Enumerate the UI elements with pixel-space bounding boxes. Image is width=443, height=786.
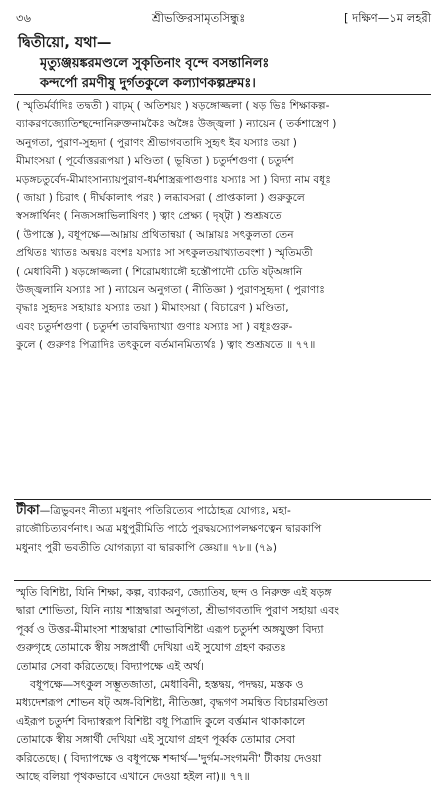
translation-line: এইরূপ চতুর্দশ বিদ্যাস্বরূপ বিশিষ্টা বধূ পিত্রাদি কুলে বর্ত্তমান থাকাকালে [16,714,305,728]
verse-line-1: মৃত্যুঞ্জয়ঙ্করমণ্ডলে সুকৃতিনাং বৃন্দে বসন্তানিলঃ [40,56,270,71]
running-header [14,8,431,28]
translation-line: বধূপক্ষে—সৎকুল সম্ভূতজাতা, মেধাবিনী, হস্তদ্বয়, পদদ্বয়, মস্তক ও [30,678,304,692]
commentary-line: কুলে ( গুরুণঃ পিত্রাদিঃ তৎকুলে বর্তমানমিত্যর্থঃ ) ত্বাং শুশ্রূষতে ॥ ৭৭॥ [16,339,316,352]
divider-rule [14,499,431,500]
translation-line: আছে বলিয়া পৃথকভাবে এখানে দেওয়া হইল না)॥ ৭৭॥ [16,770,250,784]
translation-line: করিতেছে। ( বিদ্যাপক্ষে ও বধূপক্ষে শব্দার্থ—'দুর্গম-সংগমনী' টীকায় দেওয়া [16,751,322,765]
commentary-line: স্বসঙ্গার্থিনং ( নিজসঙ্গাভিলাষিণং ) ত্বাং প্রেক্ষ্য ( দৃষ্ট্বা ) শুশ্রূষতে [16,210,282,223]
verse-intro: দ্বিতীয়ো, যথা— [18,35,112,51]
page-number: ৩৬ [16,11,31,25]
commentary-line: ( উপাস্তে ), বধূপক্ষে—আম্নায় প্রথিতান্বয়া ( আম্নায়ঃ সৎকুলতা তেন [16,228,294,241]
divider-rule [14,580,431,581]
translation-line: মধ্যদেশরূপ শোভন ষট্ অঙ্গ-বিশিষ্টা, নীতিজ্ঞা, বৃদ্ধগণ সমন্বিত বিচারমণ্ডিতা [16,696,328,710]
verse-line-2: কন্দর্পো রমণীষু দুর্গতকুলে কল্যাণকল্পদ্রুমঃ। [40,76,256,91]
translation-line: তোমার সেবা করিতেছে। বিদ্যাপক্ষে এই অর্থ। [16,659,204,673]
bengali-translation [16,584,429,786]
commentary-line: ব্যাকরণজ্যোতিশ্ছন্দোনিরুক্তনামকৈঃ অঙ্গৈঃ উজ্জ্বলা ) ন্যায়েন ( তর্কশাস্ত্রেণ ) [16,118,337,131]
commentary-line: ( স্মৃতির্মর্বাদিঃ তদ্বতী ) বাঢ়ম্ ( অতিশয়ং ) ষড়ঙ্গোজ্জলা ( ষড় ভিঃ শিক্ষাকল্প- [16,100,330,112]
commentary-line: মীমাংসয়া ( পূর্বোত্তররূপয়া ) মণ্ডিতা ( ভূষিতা ) চতুর্দশগুণা ( চতুর্দশ [16,155,294,168]
tika-section [16,502,429,557]
commentary-line: অনুগতা, পুরাণ-সুহৃদা ( পুরাণং শ্রীভাগবতাদি সুহৃৎ ইব যস্যাঃ তয়া ) [16,136,297,149]
chapter-title: [ দক্ষিণ—১ম লহরী [344,11,431,25]
divider-rule [14,94,431,95]
tika-line [16,502,429,520]
commentary-line: বৃদ্ধাঃ সুহৃদঃ সহায়াঃ যস্যাঃ তয়া ) মীমাংসয়া ( বিচারেণ ) মণ্ডিতা, [16,302,289,315]
tika-line: মধুনাং পুরী ভবতীতি যোগরূঢ়্যা বা দ্বারকাপি জ্ঞেয়া॥ ৭৮॥ (৭৯) [16,541,277,554]
translation-line: স্মৃতি বিশিষ্টা, যিনি শিক্ষা, কল্প, ব্যাকরণ, জ্যোতিষ, ছন্দ ও নিরুক্ত এই ষড়ঙ্গ [16,586,332,599]
commentary-line: এবং চতুর্দশগুণা ( চতুর্দশ তাবদ্বিদ্যাখ্যা গুণাঃ যস্যাঃ সা ) বধূঃগুরু- [16,320,293,333]
commentary-line: মড়ঙ্গচতুর্বেদ-মীমাংসান্যায়পুরাণ-ধর্মশাস্ত্ররূপাগুণাঃ যস্যাঃ সা ) বিদ্যা নাম বধূঃ [16,173,331,186]
tika-line: রাজৌচিত্যবর্ণনাৎ। অত্র মধুপুরীমিতি পাঠে পুরদ্বয়স্যোপলক্ষণত্বেন দ্বারকাপি [16,523,322,536]
translation-line: গুরুগৃহে তোমাকে স্বীয় সঙ্গপ্রার্থী দেখিয়া এই সুযোগ গ্রহণ করতঃ [16,641,286,655]
tika-text: —ত্রিভুবনং নীত্যা মধুনাং পতিরিত্যেব পাঠোহত্র যোগ্যঃ, মহা- [39,505,291,517]
tika-heading: টীকা [16,503,40,518]
commentary-line: ( মেধাবিনী ) ষড়ঙ্গোজ্জলা ( শিরোমধ্যাঙ্গৌ হস্তৌপাদৌ চেতি ষট্অঙ্গানি [16,265,303,278]
commentary-line: ( জায়া ) চিরাৎ ( দীর্ঘকালাৎ পরং ) লব্ধাবসরা ( প্রাপ্তকালা ) গুরুকুলে [16,192,305,205]
sanskrit-commentary [16,97,429,355]
commentary-line: প্রথিতঃ খ্যাতঃ অন্বয়ঃ বংশঃ যস্যাঃ সা সৎকুলতয়াখ্যাতবংশা ) স্মৃতিমতী [16,247,313,260]
book-title: শ্রীভক্তিরসামৃতসিন্ধুঃ [152,11,246,25]
translation-line: দ্বারা শোভিতা, যিনি ন্যায় শাস্ত্রদ্বারা অনুগতা, শ্রীভাগবতাদি পুরাণ সহায়া এবং [16,604,339,618]
translation-line: পূর্ব্ব ও উত্তর-মীমাংসা শাস্ত্রদ্বারা শোভাবিশিষ্টা এরূপ চতুর্দশ অঙ্গযুক্তা বিদ্যা [16,622,324,636]
commentary-line: উজ্জ্বলানি যস্যাঃ সা ) ন্যায়েন অনুগতা ( নীতিজ্ঞা ) পুরাণসুহৃদা ( পুরাণাঃ [16,284,325,297]
translation-line: তোমাকে স্বীয় সঙ্গার্থী দেখিয়া এই সুযোগ গ্রহণ পূর্ব্বক তোমার সেবা [16,733,296,747]
